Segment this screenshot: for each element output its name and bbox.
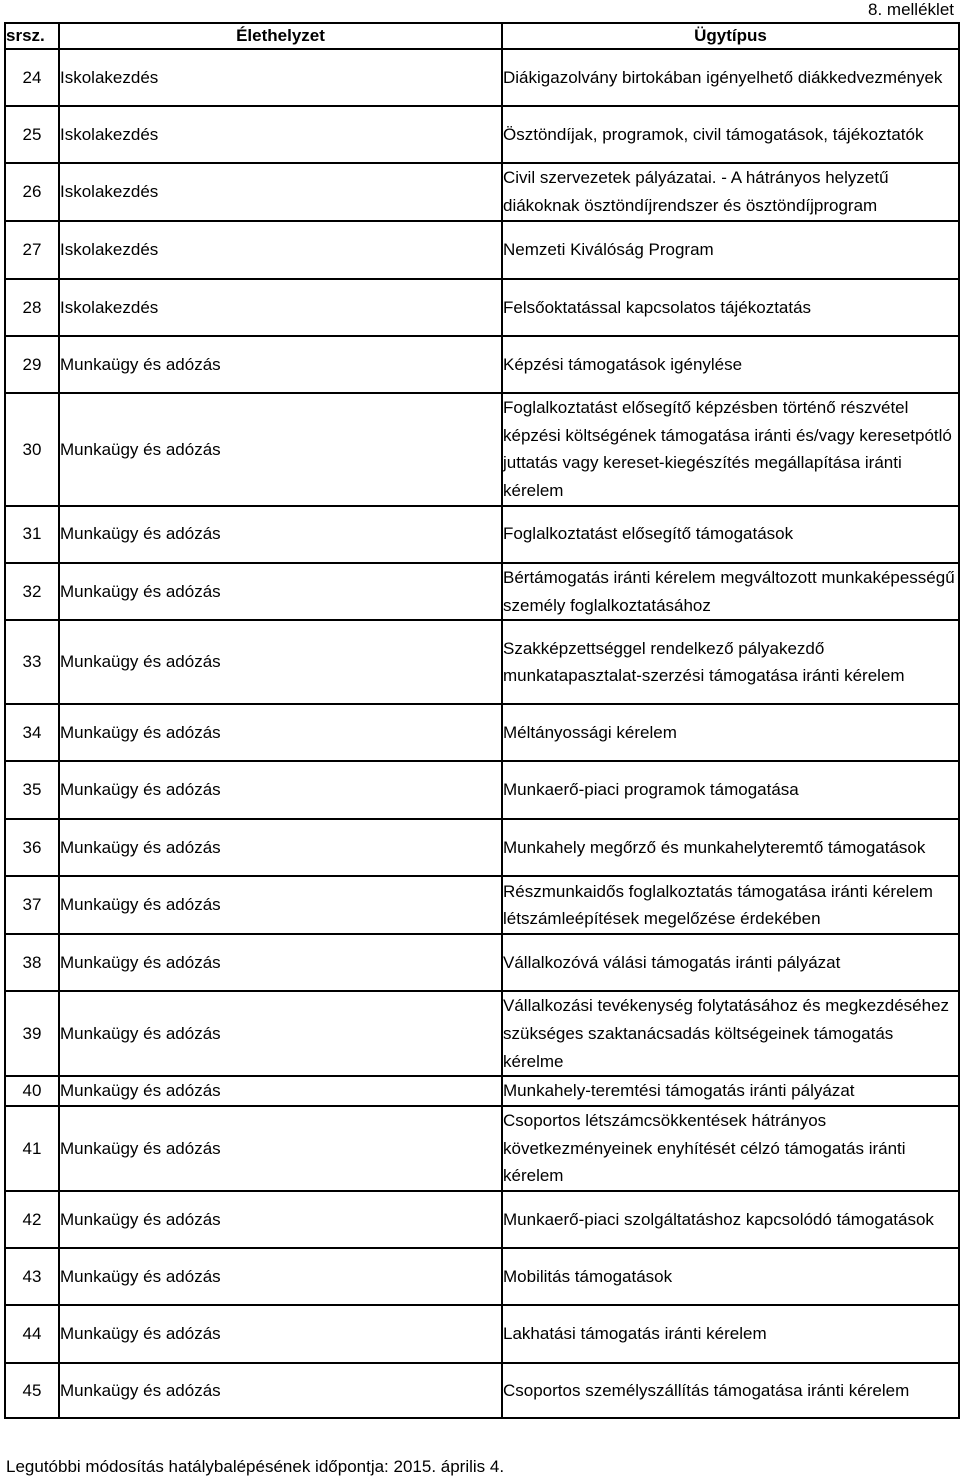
life-situation-cell: Iskolakezdés <box>59 49 502 106</box>
life-situation-cell: Iskolakezdés <box>59 279 502 336</box>
table-row <box>5 1106 959 1191</box>
row-number: 29 <box>5 336 59 393</box>
table-row <box>5 819 959 876</box>
life-situation-cell: Munkaügy és adózás <box>59 620 502 704</box>
life-situation-cell: Munkaügy és adózás <box>59 819 502 876</box>
case-type-table <box>4 22 960 1419</box>
table-row <box>5 506 959 563</box>
life-situation-cell: Munkaügy és adózás <box>59 934 502 991</box>
life-situation-cell: Munkaügy és adózás <box>59 991 502 1076</box>
case-type-cell: Részmunkaidős foglalkoztatás támogatása iránti kérelem létszámleépítések megelőzése érdekében <box>502 876 959 934</box>
table-row <box>5 163 959 221</box>
life-situation-cell: Munkaügy és adózás <box>59 1305 502 1363</box>
table-row <box>5 704 959 761</box>
life-situation-cell: Munkaügy és adózás <box>59 336 502 393</box>
life-situation-cell: Munkaügy és adózás <box>59 704 502 761</box>
case-type-cell: Csoportos létszámcsökkentések hátrányos következményeinek enyhítését célzó támogatás iránti kérelem <box>502 1106 959 1191</box>
table-row <box>5 106 959 163</box>
row-number: 25 <box>5 106 59 163</box>
row-number: 35 <box>5 761 59 819</box>
case-type-cell: Vállalkozóvá válási támogatás iránti pályázat <box>502 934 959 991</box>
case-type-cell: Foglalkoztatást elősegítő támogatások <box>502 506 959 563</box>
table-row <box>5 221 959 279</box>
table-row <box>5 393 959 506</box>
case-type-cell: Diákigazolvány birtokában igényelhető diákkedvezmények <box>502 49 959 106</box>
case-type-cell: Lakhatási támogatás iránti kérelem <box>502 1305 959 1363</box>
row-number: 40 <box>5 1076 59 1106</box>
life-situation-cell: Munkaügy és adózás <box>59 1363 502 1418</box>
table-header-row <box>5 23 959 49</box>
case-type-cell: Bértámogatás iránti kérelem megváltozott munkaképességű személy foglalkoztatásához <box>502 563 959 620</box>
case-type-cell: Méltányossági kérelem <box>502 704 959 761</box>
last-modified-note: Legutóbbi módosítás hatálybalépésének időpontja: 2015. április 4. <box>6 1457 505 1476</box>
life-situation-cell: Iskolakezdés <box>59 163 502 221</box>
row-number: 37 <box>5 876 59 934</box>
table-row <box>5 761 959 819</box>
table-row <box>5 876 959 934</box>
life-situation-cell: Munkaügy és adózás <box>59 761 502 819</box>
case-type-cell: Mobilitás támogatások <box>502 1248 959 1305</box>
row-number: 45 <box>5 1363 59 1418</box>
case-type-cell: Felsőoktatással kapcsolatos tájékoztatás <box>502 279 959 336</box>
row-number: 28 <box>5 279 59 336</box>
table-row <box>5 1076 959 1106</box>
life-situation-cell: Munkaügy és adózás <box>59 506 502 563</box>
table-row <box>5 1248 959 1305</box>
table-row <box>5 934 959 991</box>
row-number: 43 <box>5 1248 59 1305</box>
header-number: srsz. <box>5 23 59 49</box>
row-number: 42 <box>5 1191 59 1248</box>
case-type-cell: Ösztöndíjak, programok, civil támogatások, tájékoztatók <box>502 106 959 163</box>
case-type-cell: Nemzeti Kiválóság Program <box>502 221 959 279</box>
row-number: 36 <box>5 819 59 876</box>
life-situation-cell: Munkaügy és adózás <box>59 1106 502 1191</box>
row-number: 31 <box>5 506 59 563</box>
case-type-cell: Munkahely-teremtési támogatás iránti pályázat <box>502 1076 959 1106</box>
row-number: 33 <box>5 620 59 704</box>
case-type-cell: Foglalkoztatást elősegítő képzésben történő részvétel képzési költségének támogatása iránti és/vagy keresetpótló juttatás vagy kereset-kiegészítés megállapítása iránti kérelem <box>502 393 959 506</box>
case-type-cell: Képzési támogatások igénylése <box>502 336 959 393</box>
table-row <box>5 1305 959 1363</box>
case-type-cell: Munkaerő-piaci programok támogatása <box>502 761 959 819</box>
life-situation-cell: Munkaügy és adózás <box>59 563 502 620</box>
row-number: 41 <box>5 1106 59 1191</box>
life-situation-cell: Munkaügy és adózás <box>59 1248 502 1305</box>
life-situation-cell: Munkaügy és adózás <box>59 876 502 934</box>
header-case-type: Ügytípus <box>502 23 959 49</box>
case-type-cell: Vállalkozási tevékenység folytatásához és megkezdéséhez szükséges szaktanácsadás költségeinek támogatás kérelme <box>502 991 959 1076</box>
case-type-cell: Munkaerő-piaci szolgáltatáshoz kapcsolódó támogatások <box>502 1191 959 1248</box>
row-number: 44 <box>5 1305 59 1363</box>
life-situation-cell: Munkaügy és adózás <box>59 1191 502 1248</box>
case-type-cell: Csoportos személyszállítás támogatása iránti kérelem <box>502 1363 959 1418</box>
case-type-cell: Munkahely megőrző és munkahelyteremtő támogatások <box>502 819 959 876</box>
case-type-cell: Civil szervezetek pályázatai. - A hátrányos helyzetű diákoknak ösztöndíjrendszer és ösztöndíjprogram <box>502 163 959 221</box>
row-number: 24 <box>5 49 59 106</box>
table-row <box>5 563 959 620</box>
life-situation-cell: Iskolakezdés <box>59 221 502 279</box>
life-situation-cell: Munkaügy és adózás <box>59 393 502 506</box>
table-row <box>5 49 959 106</box>
row-number: 39 <box>5 991 59 1076</box>
table-row <box>5 1191 959 1248</box>
table-row <box>5 1363 959 1418</box>
life-situation-cell: Iskolakezdés <box>59 106 502 163</box>
row-number: 30 <box>5 393 59 506</box>
table-row <box>5 336 959 393</box>
row-number: 27 <box>5 221 59 279</box>
annex-label: 8. melléklet <box>868 0 954 19</box>
header-life-situation: Élethelyzet <box>59 23 502 49</box>
life-situation-cell: Munkaügy és adózás <box>59 1076 502 1106</box>
table-row <box>5 620 959 704</box>
row-number: 34 <box>5 704 59 761</box>
case-type-cell: Szakképzettséggel rendelkező pályakezdő munkatapasztalat-szerzési támogatása iránti kérelem <box>502 620 959 704</box>
table-row <box>5 279 959 336</box>
row-number: 26 <box>5 163 59 221</box>
row-number: 38 <box>5 934 59 991</box>
row-number: 32 <box>5 563 59 620</box>
table-row <box>5 991 959 1076</box>
